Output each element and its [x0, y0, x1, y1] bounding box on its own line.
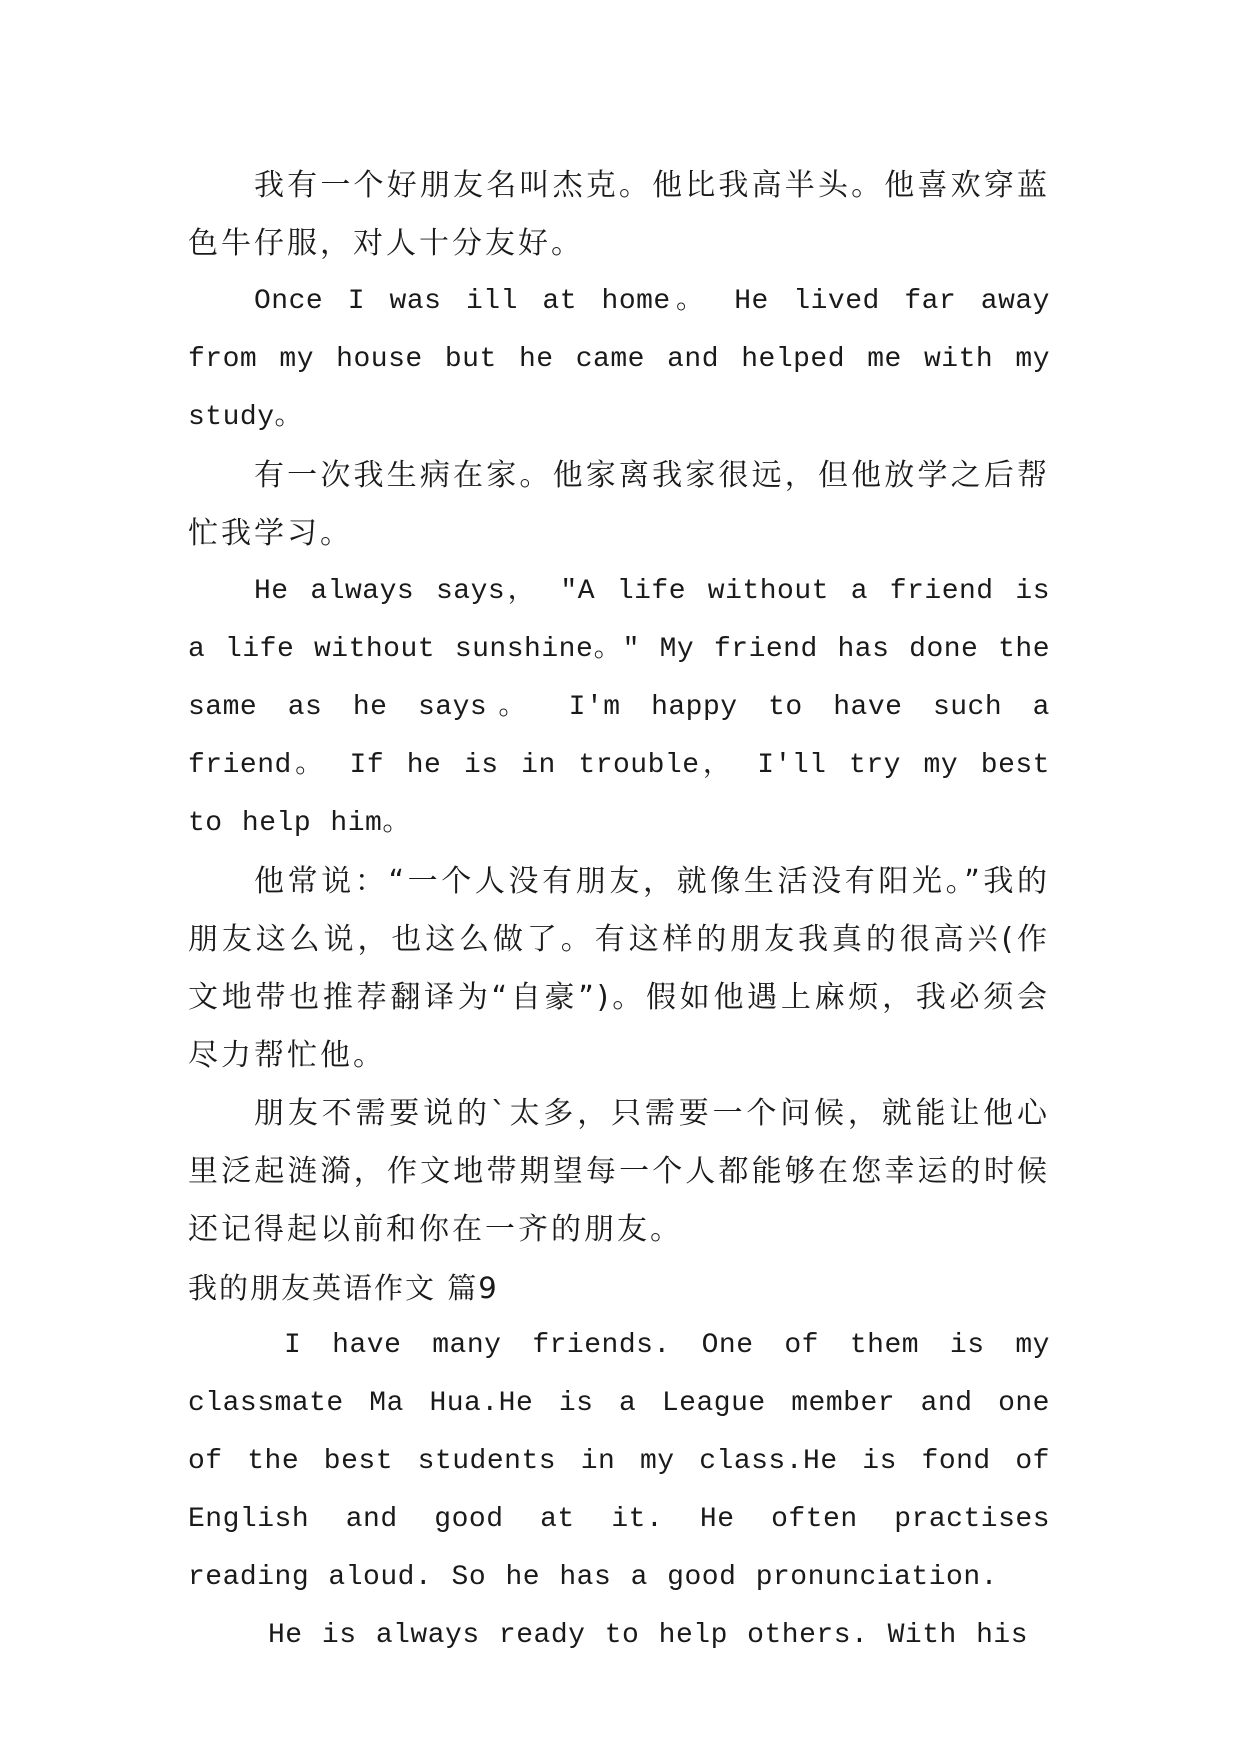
paragraph-help-others-en: He is always ready to help others. With his — [268, 1620, 1029, 1651]
paragraph-ill-at-home-zh: 有一次我生病在家。他家离我家很远，但他放学之后帮忙我学习。 — [188, 458, 1050, 551]
paragraph-ma-hua-en: I have many friends. One of them is my classmate Ma Hua.He is a League member and one of the best students in my class.He is fond of English and good at it. He often practises reading aloud. So he has a good pronunciation. — [188, 1330, 1050, 1593]
paragraph-jack-intro-zh: 我有一个好朋友名叫杰克。他比我高半头。他喜欢穿蓝色牛仔服，对人十分友好。 — [188, 168, 1050, 261]
document-body — [188, 157, 1050, 1665]
paragraph-closing-zh: 朋友不需要说的`太多，只需要一个问候，就能让他心里泛起涟漪，作文地带期望每一个人都能够在您幸运的时候还记得起以前和你在一齐的朋友。 — [188, 1096, 1050, 1247]
section-heading: 我的朋友英语作文 篇9 — [188, 1271, 499, 1305]
paragraph-ill-at-home-en: Once I was ill at home。 He lived far away from my house but he came and helped me with my study。 — [188, 286, 1050, 433]
paragraph-friend-quote-zh: 他常说：“一个人没有朋友，就像生活没有阳光。”我的朋友这么说，也这么做了。有这样的朋友我真的很高兴(作文地带也推荐翻译为“自豪”)。假如他遇上麻烦，我必须会尽力帮忙他。 — [188, 864, 1050, 1073]
paragraph-friend-quote-en: He always says， "A life without a friend is a life without sunshine。" My friend has done the same as he says。 I'm happy to have such a friend。 If he is in trouble， I'll try my best to help him。 — [188, 576, 1050, 839]
